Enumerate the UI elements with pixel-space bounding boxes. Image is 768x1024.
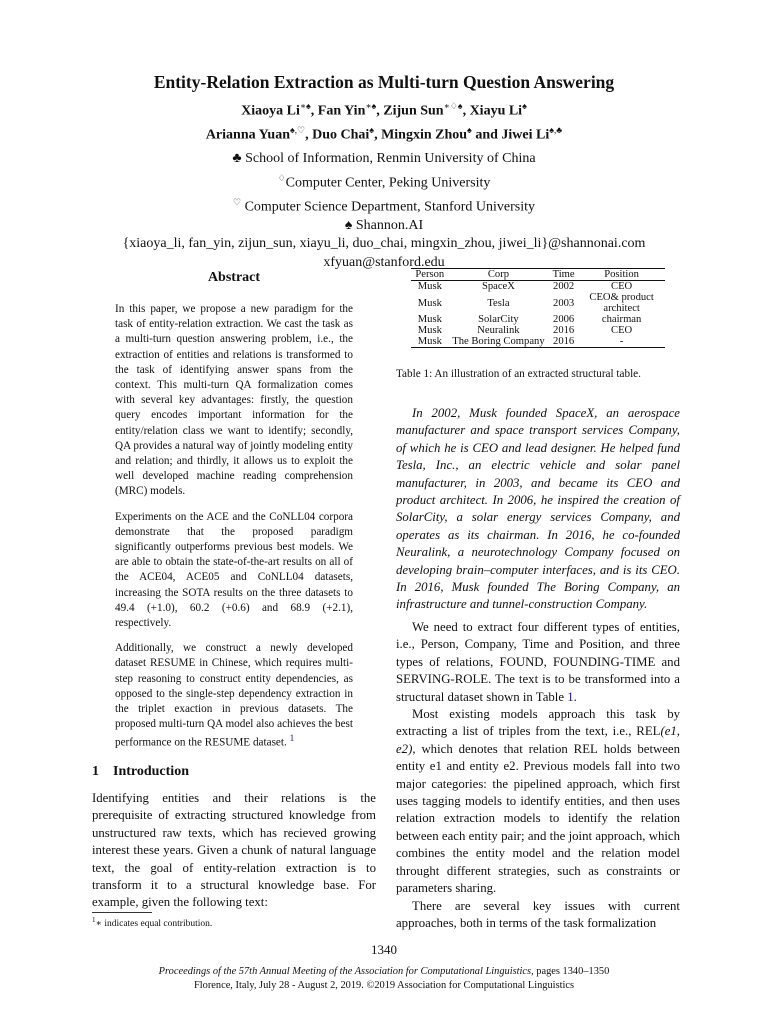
table-ref-link[interactable]: 1: [567, 689, 574, 704]
author: Fan Yin: [317, 103, 366, 119]
affiliation: [0, 217, 768, 236]
affiliation-mark: ♣: [232, 151, 242, 166]
rel-term: REL: [573, 741, 598, 756]
author-mark: ∗♠: [299, 101, 311, 111]
footnote-ref[interactable]: 1: [289, 734, 295, 745]
text-run: We need to extract four different types of entities, i.e., Person, Company, Time and Position, and three types of relations,: [396, 620, 680, 669]
table-caption: Table 1: An illustration of an extracted structural table.: [396, 368, 641, 380]
text-run: . The text is to be transformed into a structural dataset shown in Table: [396, 672, 680, 704]
table-cell: CEO: [611, 281, 633, 292]
author-line-2: Arianna Yuan♠,♡, Duo Chai♠, Mingxin Zhou♠ and Jiwei Li♠,♣: [205, 124, 563, 143]
table-cell: 2006: [553, 314, 575, 325]
author-mark: ♠,♡: [289, 124, 306, 135]
table-cell: SolarCity: [478, 314, 519, 325]
intro-text: Identifying entities and their relations is the prerequisite of extracting structured knowledge from unstructured raw texts, which has recieved growing interest these years. Given a chunk of natural language text, the goal of entity-relation extraction is to transform it to a structural knowledge base. For example, given the following text:: [92, 791, 376, 910]
author: Duo Chai: [312, 127, 370, 143]
author: Mingxin Zhou: [381, 127, 468, 143]
abstract-paragraph: Experiments on the ACE and the CoNLL04 corpora demonstrate that the proposed paradigm significantly outperforms previous best models. We are able to obtain the state-of-the-art results on all of the ACE04, ACE05 and CoNLL04 datasets, increasing the SOTA results on the three datasets to 49.4 (+1.0), 60.2 (+0.6) and 68.9 (+2.1), respectively.: [115, 510, 353, 630]
table-cell: CEO& product architect: [589, 292, 654, 314]
affiliation: [0, 193, 768, 217]
table-cell: Musk: [417, 325, 442, 336]
table-header: Time: [549, 269, 579, 281]
right-column-text: [396, 619, 680, 932]
affiliation-mark: ♠: [344, 217, 353, 233]
table-row: [411, 336, 664, 348]
table-header: Corp: [448, 269, 548, 281]
section-number: 1: [92, 764, 99, 779]
table-row: [411, 314, 664, 325]
footnote: [92, 916, 212, 929]
affiliation-text: Computer Center, Peking University: [285, 175, 491, 191]
author: Zijun Sun: [383, 103, 444, 119]
proceedings-line-1: [0, 965, 768, 979]
author-line-1: Xiaoya Li∗♠, Fan Yin∗♠, Zijun Sun∗♢♠, Xiayu Li♠: [241, 101, 527, 119]
section-heading: [92, 764, 189, 780]
body-paragraph: [396, 706, 680, 897]
author-mark: ∗♠: [365, 101, 377, 111]
table-cell: SpaceX: [481, 281, 515, 292]
abstract-body: [92, 302, 376, 761]
author: Arianna Yuan: [205, 127, 290, 143]
table-header-row: [411, 269, 664, 281]
proceedings-footer: [0, 965, 768, 992]
author-mark: ∗♢♠: [443, 101, 463, 111]
table-cell: CEO: [611, 325, 633, 336]
text-run: .: [573, 689, 577, 704]
affiliation-mark: ♡: [232, 196, 242, 207]
affiliation: [0, 150, 768, 169]
rel-term: REL: [636, 724, 661, 739]
affiliation-text: Shannon.AI: [352, 217, 424, 233]
table-cell: The Boring Company: [452, 336, 545, 347]
text-run: ,: [543, 654, 553, 669]
abstract-paragraph: In this paper, we propose a new paradigm for the task of entity-relation extraction. We cast the task as a multi-turn question answering problem, i.e., the extraction of entities and relations is transformed to the task of identifying answer spans from the context. This multi-turn QA formalization comes with several key advantages: firstly, the question query encodes important information for the entity/relation class we want to identify; secondly, QA provides a natural way of jointly modeling entity and relation; and thirdly, it allows us to exploit the well developed machine reading comprehension (MRC) models.: [115, 303, 353, 498]
table-row: [411, 281, 664, 293]
body-paragraph: [396, 619, 680, 706]
page-number: 1340: [371, 942, 397, 957]
table-cell: 2016: [553, 336, 575, 347]
table-cell: 2003: [553, 297, 575, 309]
proceedings-venue: Proceedings of the 57th Annual Meeting of the Association for Computational Linguistics: [158, 966, 532, 977]
author: Xiayu Li: [469, 103, 523, 119]
author-mark: ♠: [522, 101, 527, 111]
table-cell: Musk: [417, 281, 442, 292]
author: Xiaoya Li: [241, 103, 300, 119]
author-mark: ♠: [369, 124, 375, 135]
text-run: holds between entity e1 and entity e2. Previous models fall into two major categories: the pipelined approach, which first uses tagging models to identify entities, and then uses relation extraction models to identify the relation between each entity pair; and the joint approach, which combines the entity model and the relation model throught different strategies, such as constraints or parameters sharing.: [396, 741, 680, 896]
affiliation-mark: ♢: [277, 172, 286, 183]
table-row: [411, 325, 664, 336]
table-header: Person: [411, 269, 448, 281]
affiliation-text: Computer Science Department, Stanford University: [241, 199, 535, 215]
text-run: , which denotes that relation: [412, 741, 574, 756]
example-body: In 2002, Musk founded SpaceX, an aerospace manufacturer and space transport services Company, of which he is CEO and lead designer. He helped fund Tesla, Inc., an electric vehicle and solar panel manufacturer, in 2003, and became its CEO and product architect. In 2006, he inspired the creation of SolarCity, a solar energy services Company, and operates as its chairman. In 2016, he co-founded Neuralink, a neurotechnology Company focused on developing brain–computer interfaces, and is its CEO. In 2016, Musk founded The Boring Company, an infrastructure and tunnel-construction Company.: [396, 406, 680, 612]
affiliations: [0, 150, 768, 272]
rel-args: (e1, e2): [396, 724, 680, 756]
section-title: Introduction: [113, 764, 189, 779]
footnote-text: ∗ indicates equal contribution.: [95, 919, 213, 930]
table-cell: -: [619, 336, 624, 347]
abstract-heading: Abstract: [207, 270, 261, 285]
table-cell: Musk: [417, 314, 442, 325]
author-list: [0, 97, 768, 144]
table-cell: 2016: [553, 325, 575, 336]
table-cell: Musk: [417, 297, 442, 309]
author: Jiwei Li: [501, 127, 550, 143]
table-cell: 2002: [553, 281, 575, 292]
relation-founding-time: FOUNDING-TIME: [552, 654, 656, 669]
table-header: Position: [579, 269, 665, 281]
abstract-text: Additionally, we construct a newly developed dataset RESUME in Chinese, which requires multi-step reasoning to construct entity dependencies, as opposed to the single-step dependency extraction in the triplet exaction in previous datasets. The proposed multi-turn QA model also achieves the best performance on the RESUME dataset.: [115, 642, 353, 750]
proceedings-pages: , pages 1340–1350: [531, 966, 610, 977]
email-line: {xiaoya_li, fan_yin, zijun_sun, xiayu_li, duo_chai, mingxin_zhou, jiwei_li}@shannonai.com: [122, 236, 646, 252]
relation-found: FOUND: [499, 654, 544, 669]
proceedings-line-2: Florence, Italy, July 28 - August 2, 2019. ©2019 Association for Computational Linguistics: [193, 979, 575, 991]
affiliation: [0, 169, 768, 193]
table-row: [411, 292, 664, 314]
body-paragraph: There are several key issues with current approaches, both in terms of the task formalization: [396, 898, 680, 930]
text-run: Most existing models approach this task by extracting a list of triples from the text, i.e.,: [396, 707, 680, 739]
footnote-divider: [92, 912, 152, 913]
footnote-mark: 1: [92, 916, 96, 924]
relation-serving-role: SERVING-ROLE: [396, 672, 489, 687]
example-text: [396, 405, 680, 614]
table-cell: Tesla: [487, 297, 510, 309]
paper-title: Entity-Relation Extraction as Multi-turn Question Answering: [153, 72, 615, 92]
abstract-paragraph: [92, 641, 376, 751]
table-cell: Musk: [417, 336, 442, 347]
structural-table: [411, 268, 664, 348]
intro-paragraph: [92, 790, 376, 912]
entity-table: [396, 268, 680, 348]
table-cell: Neuralink: [477, 325, 520, 336]
affiliation-text: School of Information, Renmin University of China: [241, 151, 536, 166]
author-mark: ♠,♣: [549, 124, 563, 135]
author-mark: ♠: [467, 124, 472, 135]
table-cell: chairman: [601, 314, 642, 325]
text-run: and: [655, 654, 680, 669]
email-line: xfyuan@stanford.edu: [323, 254, 445, 270]
and-word: and: [475, 127, 498, 143]
